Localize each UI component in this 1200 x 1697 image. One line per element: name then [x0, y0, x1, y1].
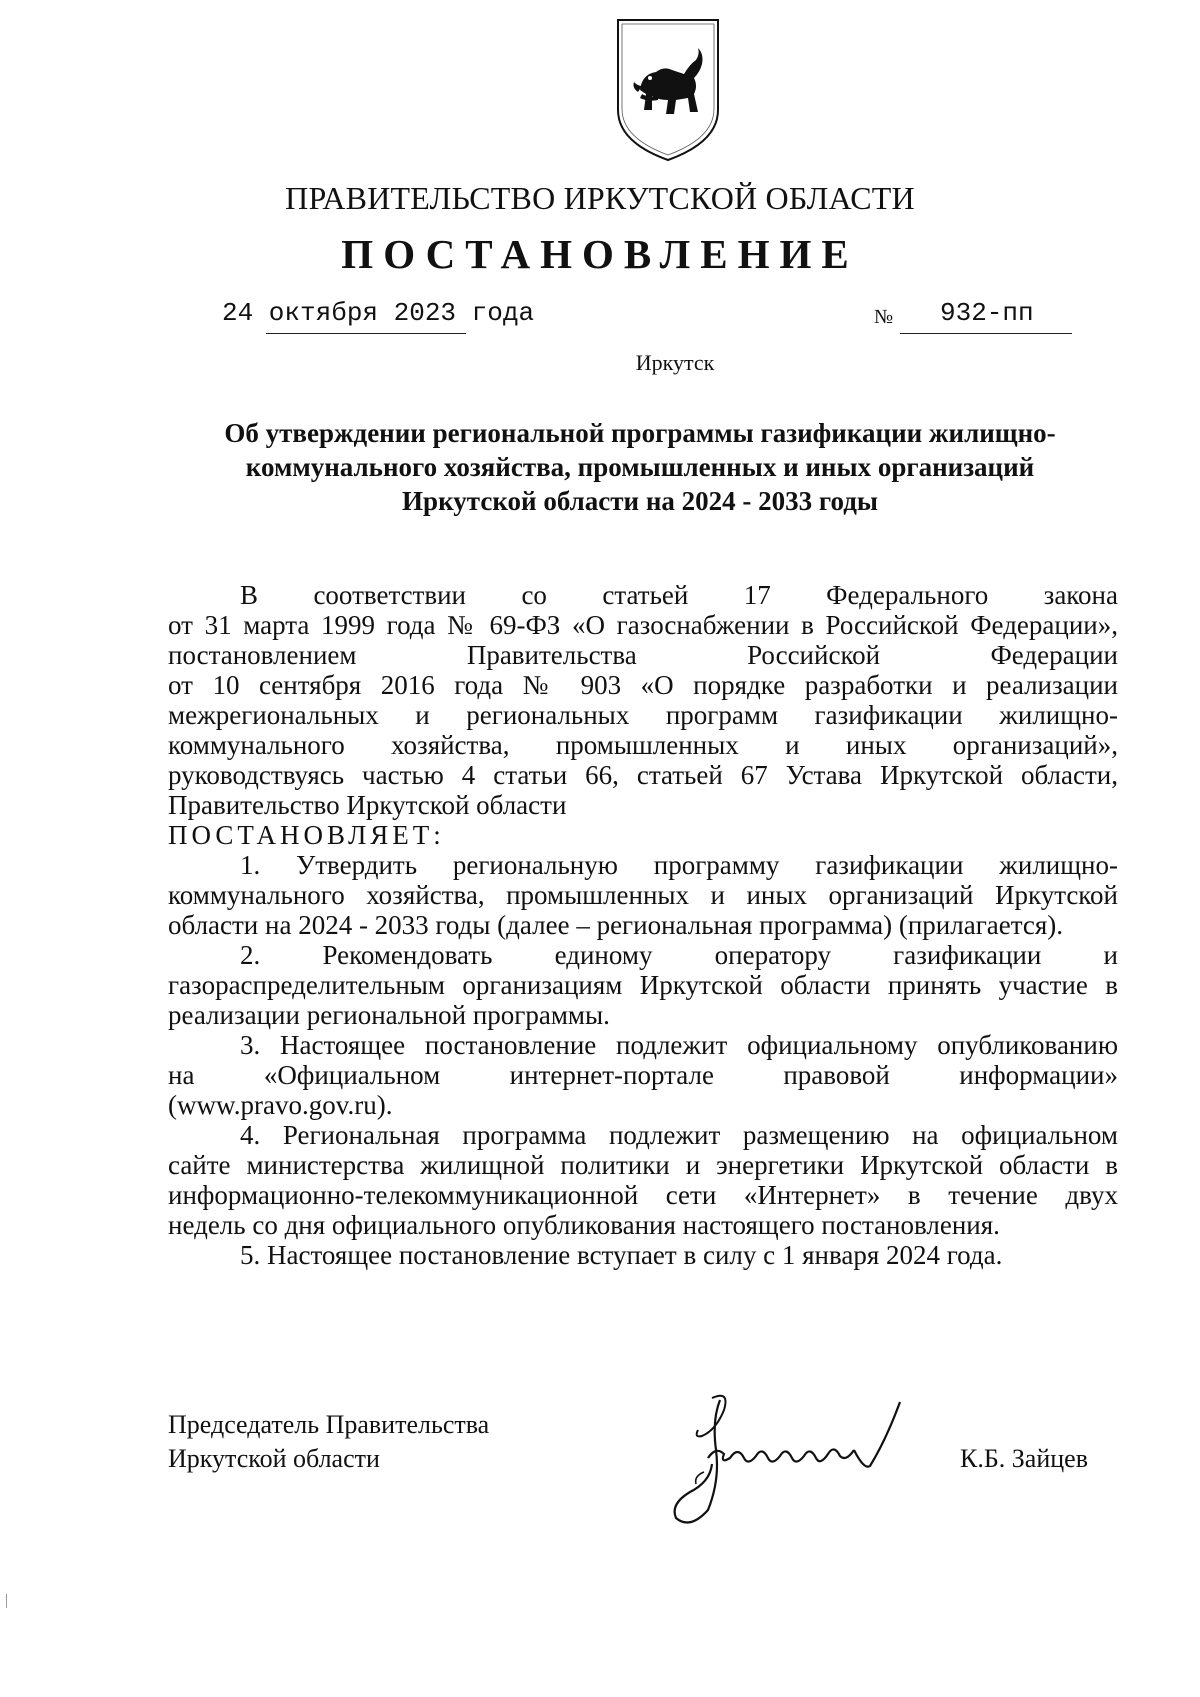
decree-body [168, 580, 1118, 1270]
position-line: Иркутской области [168, 1444, 380, 1473]
preamble-line: руководствуясь частью 4 статьи 66, статьей 67 Устава Иркутской области, [168, 760, 1118, 790]
handwritten-signature-icon [650, 1380, 920, 1540]
number-sign: № [874, 306, 894, 328]
preamble-line: Правительство Иркутской области [168, 790, 567, 820]
resolves-heading: ПОСТАНОВЛЯЕТ: [168, 820, 445, 850]
item-line: области на 2024 - 2033 годы (далее – региональная программа) (прилагается). [168, 910, 1064, 940]
decree-date: 24 октября 2023 года [222, 298, 535, 328]
title-line: Иркутской области на 2024 - 2033 годы [402, 486, 878, 516]
item-line: 2. Рекомендовать единому оператору газификации и [240, 940, 1118, 970]
signatory-name: К.Б. Зайцев [960, 1444, 1088, 1473]
preamble-line: постановлением Правительства Российской Федерации [168, 640, 1118, 670]
date-underline [266, 333, 466, 334]
city-name: Иркутск [635, 350, 715, 375]
item-line: информационно-телекоммуникационной сети «Интернет» в течение двух [168, 1180, 1118, 1210]
preamble-line: коммунального хозяйства, промышленных и иных организаций», [168, 730, 1118, 760]
item-line: (www.pravo.gov.ru). [168, 1090, 393, 1120]
irkutsk-coat-of-arms-icon [612, 14, 724, 164]
item-line: недель со дня официального опубликования настоящего постановления. [168, 1210, 1000, 1240]
government-name: ПРАВИТЕЛЬСТВО ИРКУТСКОЙ ОБЛАСТИ [285, 180, 915, 216]
document-type-heading: ПОСТАНОВЛЕНИЕ [341, 231, 859, 277]
item-line: сайте министерства жилищной политики и энергетики Иркутской области в [168, 1150, 1118, 1180]
preamble-line: межрегиональных и региональных программ газификации жилищно- [168, 700, 1118, 730]
title-line: Об утверждении региональной программы газификации жилищно- [224, 418, 1056, 448]
item-line: газораспределительным организациям Иркутской области принять участие в [168, 970, 1118, 1000]
position-line: Председатель Правительства [168, 1410, 490, 1439]
item-line: 1. Утвердить региональную программу газификации жилищно- [240, 850, 1118, 880]
signatory-position [168, 1408, 489, 1476]
item-line: 4. Региональная программа подлежит размещению на официальном [240, 1120, 1118, 1150]
title-line: коммунального хозяйства, промышленных и иных организаций [245, 452, 1035, 482]
scan-margin-mark [6, 1594, 7, 1608]
item-line: коммунального хозяйства, промышленных и иных организаций Иркутской [168, 880, 1118, 910]
item-line: на «Официальном интернет-портале правовой информации» [168, 1060, 1118, 1090]
preamble-line: от 31 марта 1999 года № 69-ФЗ «О газоснабжении в Российской Федерации», [168, 610, 1118, 640]
item-line: реализации региональной программы. [168, 1000, 610, 1030]
preamble-line: В соответствии со статьей 17 Федерального закона [240, 580, 1118, 610]
preamble-line: от 10 сентября 2016 года № 903 «О порядке разработки и реализации [168, 670, 1118, 700]
decree-number: 932-пп [940, 298, 1034, 328]
item-line: 5. Настоящее постановление вступает в силу с 1 января 2024 года. [240, 1240, 1003, 1270]
decree-title [160, 416, 1120, 518]
number-underline [900, 333, 1072, 334]
item-line: 3. Настоящее постановление подлежит официальному опубликованию [240, 1030, 1118, 1060]
